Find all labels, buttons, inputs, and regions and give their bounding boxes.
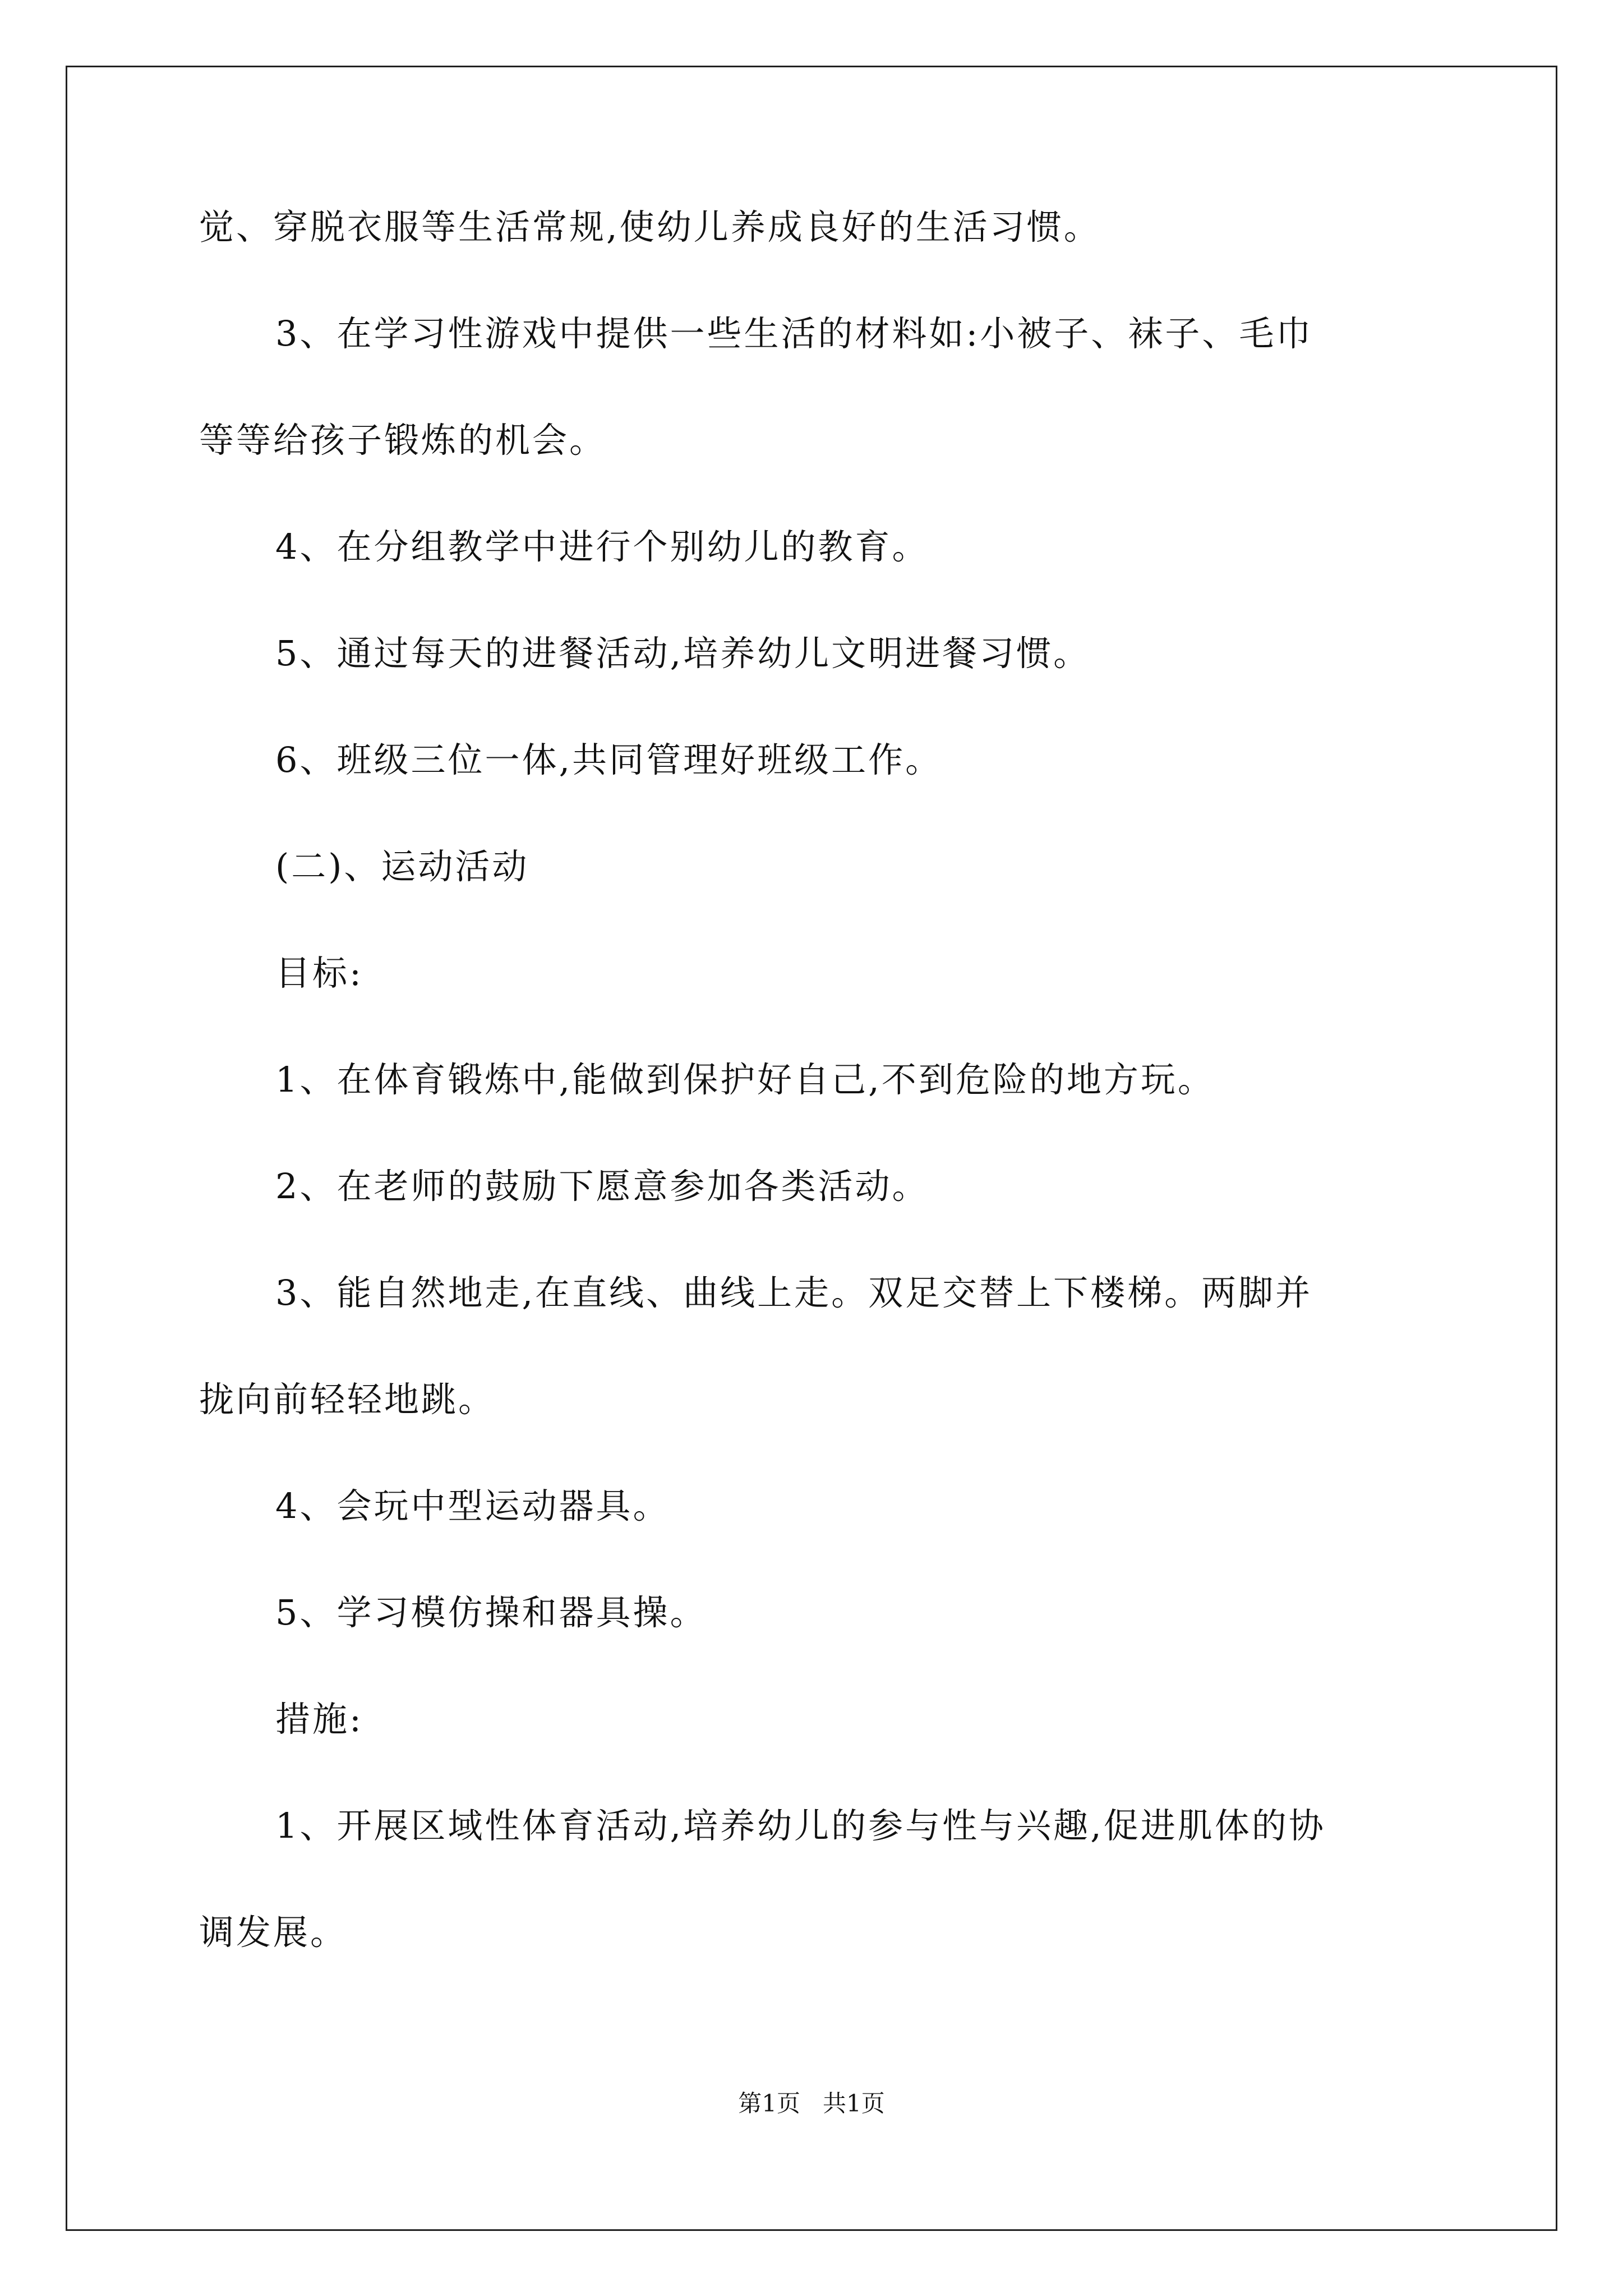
text-line: 3、能自然地走,在直线、曲线上走。双足交替上下楼梯。两脚并 xyxy=(275,1272,1313,1313)
text-line: 5、通过每天的进餐活动,培养幼儿文明进餐习惯。 xyxy=(275,633,1091,674)
page-border xyxy=(66,66,1557,2231)
text-line: 等等给孩子锻炼的机会。 xyxy=(199,420,607,461)
text-line: 5、学习模仿操和器具操。 xyxy=(275,1592,707,1633)
text-line: 2、在老师的鼓励下愿意参加各类活动。 xyxy=(275,1166,929,1207)
section-heading: (二)、运动活动 xyxy=(275,846,529,887)
text-line: 3、在学习性游戏中提供一些生活的材料如:小被子、袜子、毛巾 xyxy=(275,313,1313,354)
text-line: 拢向前轻轻地跳。 xyxy=(199,1379,496,1420)
page-number-footer: 第1页 共1页 xyxy=(738,2090,885,2117)
subheading-measures: 措施: xyxy=(275,1699,363,1740)
text-line: 1、开展区域性体育活动,培养幼儿的参与性与兴趣,促进肌体的协 xyxy=(275,1805,1326,1846)
text-line: 觉、穿脱衣服等生活常规,使幼儿养成良好的生活习惯。 xyxy=(199,206,1101,247)
subheading-goals: 目标: xyxy=(275,953,363,993)
text-line: 调发展。 xyxy=(199,1912,348,1953)
text-line: 4、会玩中型运动器具。 xyxy=(275,1485,670,1526)
text-line: 4、在分组教学中进行个别幼儿的教育。 xyxy=(275,526,929,567)
text-line: 1、在体育锻炼中,能做到保护好自己,不到危险的地方玩。 xyxy=(275,1059,1215,1100)
text-line: 6、班级三位一体,共同管理好班级工作。 xyxy=(275,739,943,780)
